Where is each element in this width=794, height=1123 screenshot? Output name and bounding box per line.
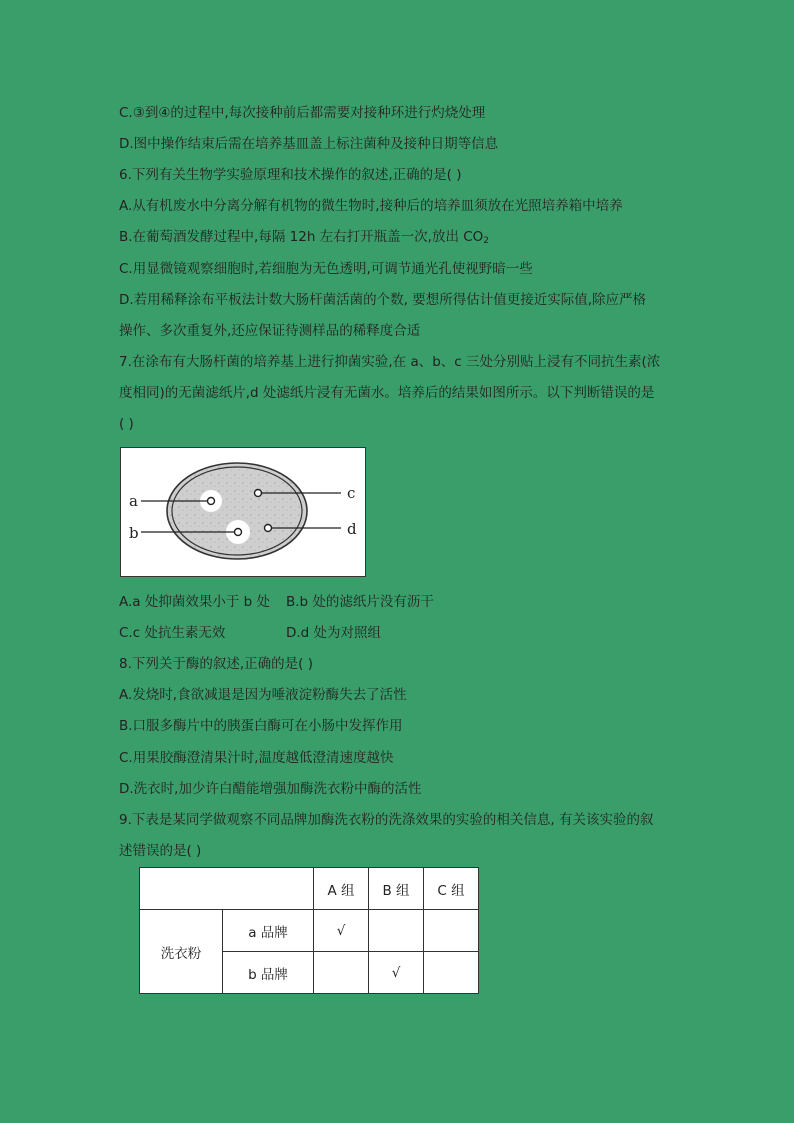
q8-option-a: A.发烧时,食欲减退是因为唾液淀粉酶失去了活性 (119, 687, 407, 703)
q6-option-a: A.从有机废水中分离分解有机物的微生物时,接种后的培养皿须放在光照培养箱中培养 (119, 198, 623, 214)
table-row (140, 910, 479, 952)
table-row-label: a 品牌 (223, 910, 314, 952)
q8-stem: 8.下列关于酶的叙述,正确的是( ) (119, 656, 313, 672)
q8-option-d: D.洗衣时,加少许白醋能增强加酶洗衣粉中酶的活性 (119, 781, 422, 797)
q6-option-d-line2: 操作、多次重复外,还应保证待测样品的稀释度合适 (119, 323, 421, 339)
table-cell (369, 910, 424, 952)
table-cell: √ (314, 910, 369, 952)
q8-option-c: C.用果胶酶澄清果汁时,温度越低澄清速度越快 (119, 750, 394, 766)
filter-disc-d (265, 525, 272, 532)
table-cell: √ (369, 952, 424, 994)
filter-disc-a (208, 498, 215, 505)
q5-option-c: C.③到④的过程中,每次接种前后都需要对接种环进行灼烧处理 (119, 105, 486, 121)
q6-option-b (119, 228, 489, 250)
table-header: A 组 (314, 868, 369, 910)
label-b: b (129, 524, 139, 542)
q6-stem: 6.下列有关生物学实验原理和技术操作的叙述,正确的是( ) (119, 167, 462, 183)
filter-disc-b (235, 529, 242, 536)
q6-option-d-line1: D.若用稀释涂布平板法计数大肠杆菌活菌的个数, 要想所得估计值更接近实际值,除应严格 (119, 292, 647, 308)
q5-option-d: D.图中操作结束后需在培养基皿盖上标注菌种及接种日期等信息 (119, 136, 499, 152)
q7-stem-line3: ( ) (119, 416, 134, 432)
q8-option-b: B.口服多酶片中的胰蛋白酶可在小肠中发挥作用 (119, 718, 403, 734)
filter-disc-c (255, 490, 262, 497)
table-row-label: b 品牌 (223, 952, 314, 994)
table-corner-cell (140, 868, 314, 910)
detergent-table (139, 867, 479, 994)
q6-option-b-text: B.在葡萄酒发酵过程中,每隔 12h 左右打开瓶盖一次,放出 CO (119, 229, 484, 245)
q7-option-c: C.c 处抗生素无效 (119, 625, 226, 641)
label-a: a (129, 492, 138, 510)
table-header: C 组 (424, 868, 479, 910)
table-cell (424, 910, 479, 952)
q7-option-a: A.a 处抑菌效果小于 b 处 (119, 594, 271, 610)
culture-medium (167, 463, 307, 559)
q7-stem-line1: 7.在涂布有大肠杆菌的培养基上进行抑菌实验,在 a、b、c 三处分别贴上浸有不同抗生素(浓 (119, 354, 661, 370)
table-header: B 组 (369, 868, 424, 910)
q7-option-b: B.b 处的滤纸片没有沥干 (286, 594, 434, 610)
table-header-row (140, 868, 479, 910)
q6-option-c: C.用显微镜观察细胞时,若细胞为无色透明,可调节通光孔使视野暗一些 (119, 261, 533, 277)
q7-option-d: D.d 处为对照组 (286, 625, 382, 641)
label-c: c (347, 484, 356, 502)
table-cell (424, 952, 479, 994)
table-row-group-label: 洗衣粉 (140, 910, 223, 994)
q6-option-b-subscript: 2 (483, 236, 490, 246)
q9-stem-line1: 9.下表是某同学做观察不同品牌加酶洗衣粉的洗涤效果的实验的相关信息, 有关该实验的叙 (119, 812, 654, 828)
table-cell (314, 952, 369, 994)
q9-stem-line2: 述错误的是( ) (119, 843, 202, 859)
label-d: d (347, 520, 357, 538)
q7-stem-line2: 度相同)的无菌滤纸片,d 处滤纸片浸有无菌水。培养后的结果如图所示。以下判断错误的是 (119, 385, 655, 401)
petri-dish-svg (121, 448, 365, 576)
petri-dish-figure (120, 447, 366, 577)
